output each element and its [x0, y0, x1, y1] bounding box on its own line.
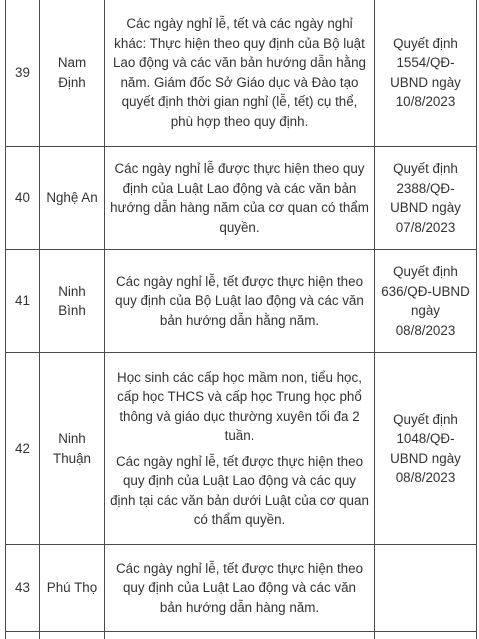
- table-row-partial: [6, 632, 477, 639]
- row-number: [6, 632, 40, 639]
- table-row: [6, 250, 477, 353]
- row-number: 43: [6, 545, 40, 632]
- province-name: [40, 632, 105, 639]
- province-name: Ninh Bình: [40, 250, 105, 353]
- table-row: [6, 147, 477, 250]
- holiday-note: [105, 353, 375, 545]
- holiday-note: [105, 250, 375, 353]
- note-paragraph: Các ngày nghỉ lễ, tết và các ngày nghỉ khác: Thực hiện theo quy định của Bộ luật Lao động và các văn bản hướng dẫn hằng năm. Giám đốc Sở Giáo dục và Đào tạo quyết định thời gian nghỉ (lễ, tết) cụ thể, phù hợp theo quy định.: [112, 16, 367, 129]
- decision-reference: Quyết định 2388/QĐ-UBND ngày 07/8/2023: [375, 147, 477, 250]
- row-number: 39: [6, 0, 40, 147]
- decision-reference: [375, 632, 477, 639]
- note-paragraph: Các ngày nghỉ lễ, tết được thực hiện theo quy định của Luật Lao động và các văn bản hướng dẫn hàng năm.: [115, 560, 364, 615]
- province-name: Phú Thọ: [40, 545, 105, 632]
- row-number: 42: [6, 353, 40, 545]
- province-name: Nghệ An: [40, 147, 105, 250]
- holiday-note: [105, 147, 375, 250]
- table-row: [6, 545, 477, 632]
- province-name: Ninh Thuận: [40, 353, 105, 545]
- decision-reference: Quyết định 636/QĐ-UBND ngày 08/8/2023: [375, 250, 477, 353]
- note-paragraph: Các ngày nghỉ lễ được thực hiện theo quy định của Luật Lao động và các văn bản hướng dẫn hàng năm của cơ quan có thẩm quyền.: [110, 161, 369, 235]
- table-row: [6, 353, 477, 545]
- decision-reference: Quyết định 1554/QĐ-UBND ngày 10/8/2023: [375, 0, 477, 147]
- decision-reference: [375, 545, 477, 632]
- row-number: 40: [6, 147, 40, 250]
- row-number: 41: [6, 250, 40, 353]
- decision-reference: Quyết định 1048/QĐ-UBND ngày 08/8/2023: [375, 353, 477, 545]
- table-row: [6, 0, 477, 147]
- note-paragraph: Học sinh các cấp học mầm non, tiểu học, cấp học THCS và cấp học Trung học phổ thông và giáo dục thường xuyên tối đa 2 tuần.: [117, 369, 362, 443]
- holiday-note: [105, 0, 375, 147]
- holiday-note: [105, 632, 375, 639]
- note-paragraph: Các ngày nghỉ lễ, tết được thực hiện theo quy định của Luật Lao động và các quy định tại các văn bản dưới Luật của cơ quan có thẩm quyền.: [110, 453, 369, 527]
- holiday-regulation-table: [5, 0, 477, 639]
- note-paragraph: Các ngày nghỉ lễ, tết được thực hiện theo quy định của Bộ Luật lao động và các văn bản hướng dẫn hằng năm.: [115, 273, 364, 328]
- holiday-note: [105, 545, 375, 632]
- province-name: Nam Định: [40, 0, 105, 147]
